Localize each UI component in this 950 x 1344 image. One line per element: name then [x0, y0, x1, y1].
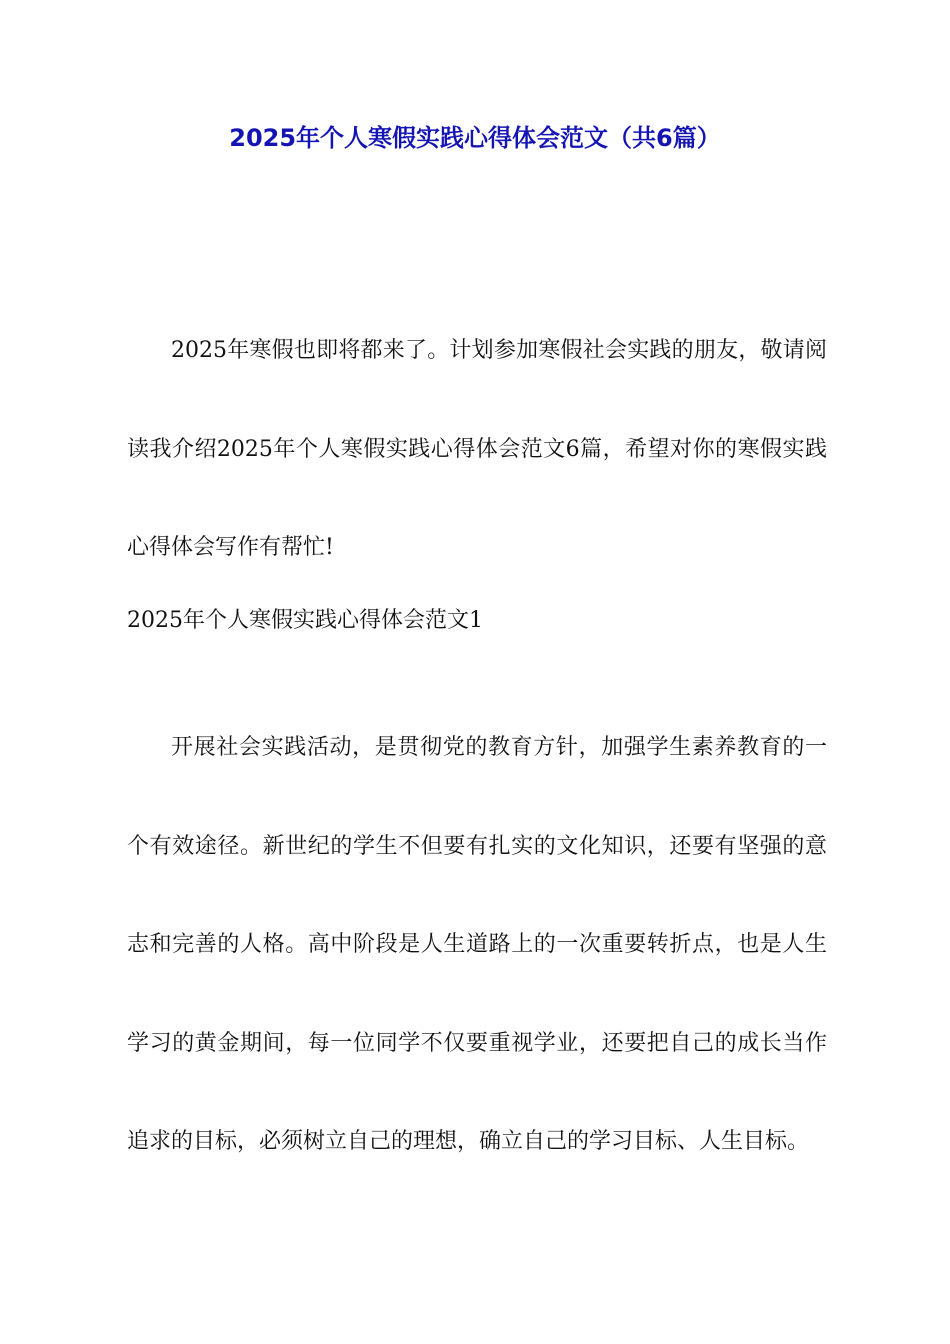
document-title: 2025年个人寒假实践心得体会范文（共6篇） [229, 124, 721, 152]
intro-paragraph: 2025年寒假也即将都来了。计划参加寒假社会实践的朋友，敬请阅读我介绍2025年个人寒假实践心得体会范文6篇，希望对你的寒假实践心得体会写作有帮忙! [127, 338, 827, 560]
section-paragraph: 开展社会实践活动，是贯彻党的教育方针，加强学生素养教育的一个有效途径。新世纪的学生不但要有扎实的文化知识，还要有坚强的意志和完善的人格。高中阶段是人生道路上的一次重要转折点，也是人生学习的黄金期间，每一位同学不仅要重视学业，还要把自己的成长当作追求的目标，必须树立自己的理想，确立自己的学习目标、人生目标。 [127, 735, 827, 1154]
section-heading: 2025年个人寒假实践心得体会范文1 [127, 608, 483, 633]
